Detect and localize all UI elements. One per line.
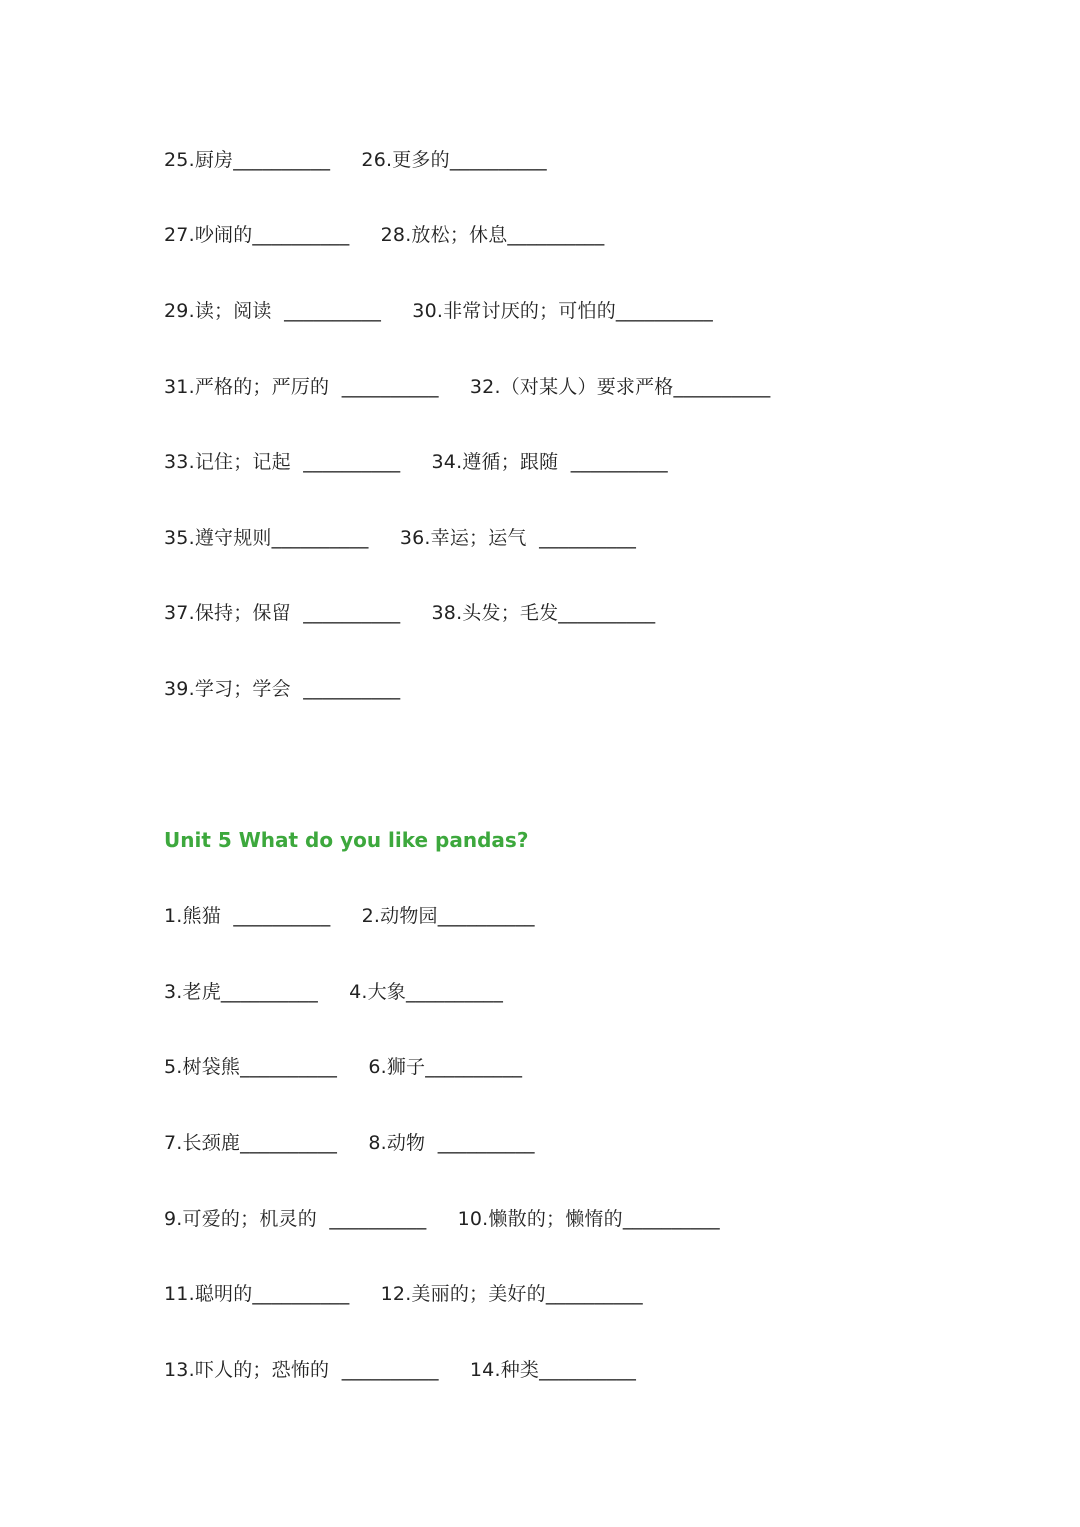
vocab-line-33-34: 33.记住；记起 __________ 34.遵循；跟随 __________ [164,451,668,473]
vocab-line-11-12: 11.聪明的__________ 12.美丽的；美好的__________ [164,1283,643,1305]
vocab-line-31-32: 31.严格的；严厉的 __________ 32.（对某人）要求严格__________ [164,376,771,398]
vocab-line-37-38: 37.保持；保留 __________ 38.头发；毛发__________ [164,602,656,624]
vocab-line-29-30: 29.读；阅读 __________ 30.非常讨厌的；可怕的__________ [164,300,713,322]
vocab-line-7-8: 7.长颈鹿__________ 8.动物 __________ [164,1132,535,1154]
vocab-line-25-26: 25.厨房__________ 26.更多的__________ [164,149,547,171]
vocab-line-13-14: 13.吓人的；恐怖的 __________ 14.种类__________ [164,1359,637,1381]
vocab-line-39: 39.学习；学会 __________ [164,678,401,700]
vocab-line-9-10: 9.可爱的；机灵的 __________ 10.懒散的；懒惰的__________ [164,1208,720,1230]
vocab-line-1-2: 1.熊猫 __________ 2.动物园__________ [164,905,535,927]
vocab-line-27-28: 27.吵闹的__________ 28.放松；休息__________ [164,224,605,246]
unit-5-heading: Unit 5 What do you like pandas? [164,828,529,852]
vocab-line-5-6: 5.树袋熊__________ 6.狮子__________ [164,1056,523,1078]
vocab-line-35-36: 35.遵守规则__________ 36.幸运；运气 __________ [164,527,637,549]
vocab-line-3-4: 3.老虎__________ 4.大象__________ [164,981,504,1003]
